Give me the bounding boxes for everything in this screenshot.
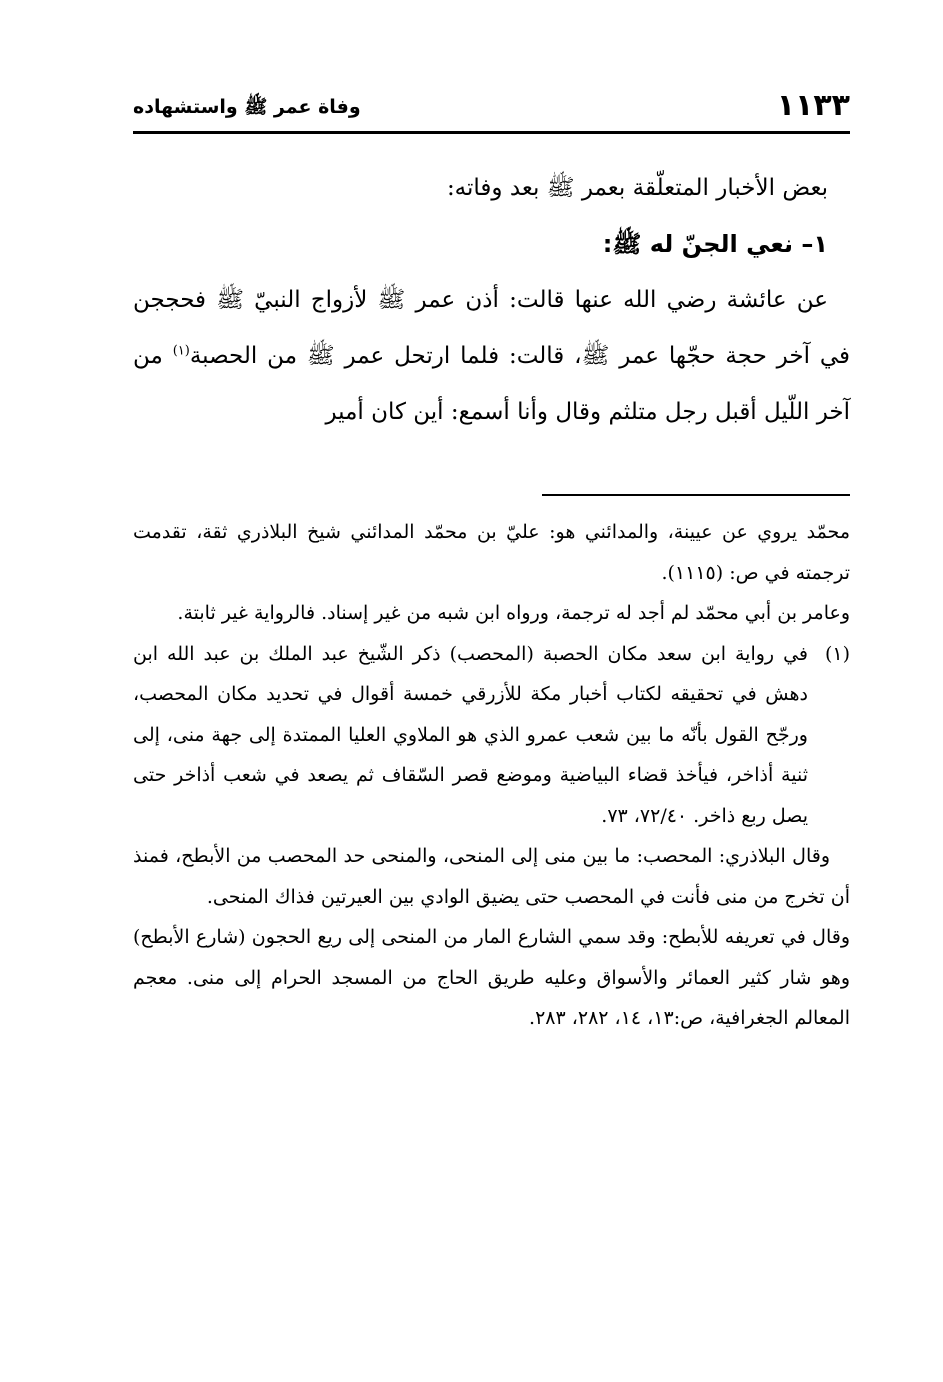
- main-paragraph: [133, 272, 850, 440]
- footnote-1-number: (١): [824, 642, 850, 665]
- footnote-1: [133, 634, 850, 837]
- intro-line: بعض الأخبار المتعلّقة بعمر ﷺ بعد وفاته:: [446, 175, 828, 201]
- footnote-1-paragraph-2: وقال البلاذري: المحصب: ما بين منى إلى المنحى، والمنحى حد المحصب من الأبطح، فمنذ أن تخرج من منى فأنت في المحصب حتى يضيق الوادي بين العيرتين فذاك المنحى.: [133, 845, 850, 908]
- footnote-1-text: في رواية ابن سعد مكان الحصبة (المحصب) ذكر الشّيخ عبد الملك بن عبد الله ابن دهش في تحقيقه لكتاب أخبار مكة للأزرقي خمسة أقوال في تحديد مكان المحصب، ورجّح القول بأنّه ما بين شعب عمرو الذي هو الملاوي العليا الممتدة إلى جهة منى، إلى ثنية أذاخر، فيأخذ قضاء البياضية وموضع قصر السّقاف ثم يصعد في شعب أذاخر حتى يصل ربع ذاخر. ٧٢/٤٠، ٧٣.: [133, 642, 808, 827]
- footnote-reference: (١): [172, 343, 190, 359]
- page-number: ١١٣٣: [776, 88, 850, 123]
- footnote-separator: [542, 494, 850, 496]
- main-text: [133, 160, 850, 440]
- footnote-1-paragraph-3: وقال في تعريفه للأبطح: وقد سمي الشارع المار من المنحى إلى ريع الحجون (شارع الأبطح) وهو شار كثير العمائر والأسواق وعليه طريق الحاج من المسجد الحرام إلى منى. معجم المعالم الجغرافية، ص:١٣، ١٤، ٢٨٢، ٢٨٣.: [133, 926, 850, 1029]
- running-title: وفاة عمر ﷺ واستشهاده: [133, 96, 361, 118]
- footnote-continuation-1: محمّد يروي عن عيينة، والمدائني هو: عليّ بن محمّد المدائني شيخ البلاذري ثقة، تقدمت ترجمته في ص: (١١١٥).: [133, 521, 850, 584]
- paragraph-text-after-note: من آخر اللّيل أقبل رجل متلثم وقال وأنا أسمع: أين كان أمير: [133, 343, 850, 425]
- footnotes: [133, 512, 850, 1039]
- paragraph-text-before-note: عن عائشة رضي الله عنها قالت: أذن عمر ﷺ لأزواج النبيّ ﷺ فحججن في آخر حجة حجّها عمر ﷺ، قالت: فلما ارتحل عمر ﷺ من الحصبة: [133, 287, 850, 369]
- page-header: [133, 88, 850, 128]
- header-rule: [133, 131, 850, 134]
- section-heading: ١– نعي الجنّ له ﷺ:: [602, 230, 828, 258]
- footnote-continuation-2: وعامر بن أبي محمّد لم أجد له ترجمة، ورواه ابن شبه من غير إسناد. فالرواية غير ثابتة.: [177, 602, 850, 624]
